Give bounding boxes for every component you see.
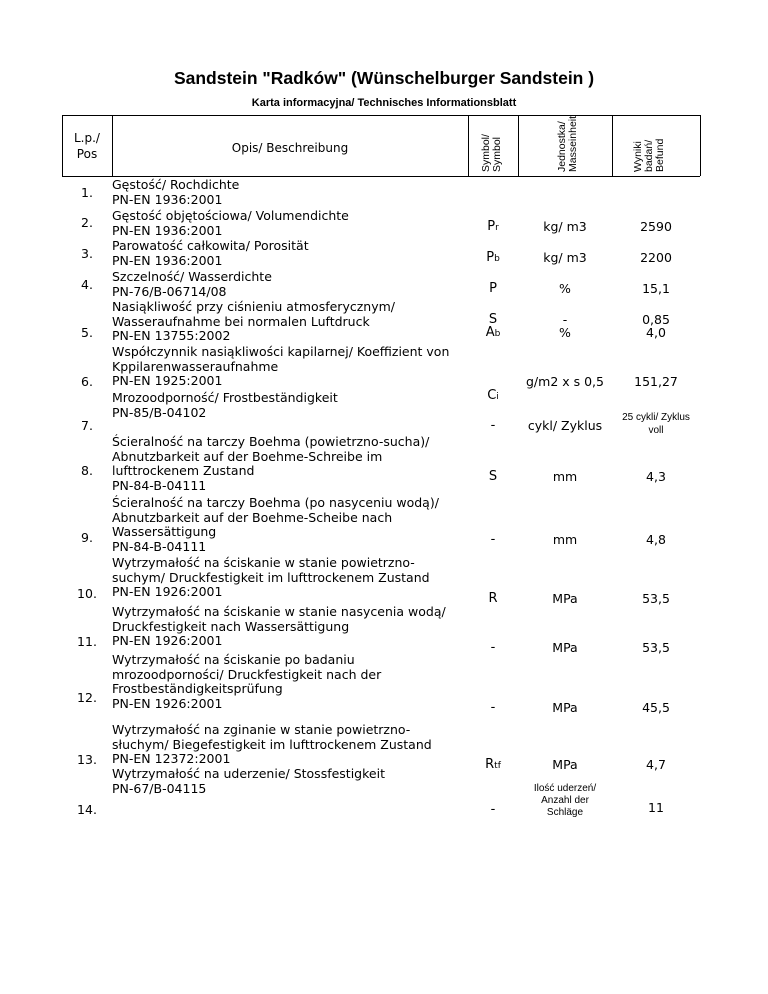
row-number: 7. [81, 418, 93, 433]
row-symbol: S [488, 469, 498, 484]
header-unit [557, 116, 579, 172]
row-number: 4. [81, 277, 93, 292]
description-line: Wytrzymałość na ściskanie w stanie nasycenia wodą/ [112, 604, 446, 619]
row-unit: mm [552, 469, 578, 484]
description-line: PN-EN 1926:2001 [112, 695, 223, 711]
description-line: Ścieralność na tarczy Boehma (powietrzno-sucha)/ [112, 434, 430, 449]
description-line: Frostbeständigkeitsprüfung [112, 681, 283, 697]
row-description [112, 300, 472, 344]
row-symbol: Rtf [485, 757, 501, 772]
symbol-subscript: b [494, 254, 500, 264]
row-description [112, 496, 472, 554]
row-result: 4,3 [646, 469, 666, 484]
row-description [112, 209, 472, 238]
description-line: PN-76/B-06714/08 [112, 283, 227, 299]
row-description [112, 556, 472, 600]
row-result: 4,7 [646, 757, 666, 772]
row-result: 4,8 [646, 532, 666, 547]
row-unit: % [559, 325, 571, 340]
row-symbol: Pb [486, 250, 500, 265]
row-symbol: Pr [487, 219, 499, 234]
row-symbol: P [489, 281, 497, 296]
row-symbol: - [490, 418, 496, 433]
header-description: Opis/ Beschreibung [231, 141, 349, 155]
description-line: Parowatość całkowita/ Porosität [112, 238, 309, 253]
header-result [633, 116, 666, 172]
row-unit: kg/ m3 [543, 250, 587, 265]
row-number: 14. [77, 802, 97, 817]
row-number: 8. [81, 463, 93, 478]
row-unit: cykl/ Zyklus [527, 418, 603, 433]
table-top-border [62, 115, 700, 116]
description-line: Wytrzymałość na ściskanie po badaniu [112, 652, 355, 667]
row-number: 13. [77, 752, 97, 767]
description-line: PN-EN 1936:2001 [112, 252, 223, 268]
row-description [112, 767, 472, 796]
description-line: Wytrzymałość na uderzenie/ Stossfestigkeit [112, 766, 385, 781]
row-number: 3. [81, 246, 93, 261]
description-line: PN-EN 12372:2001 [112, 751, 231, 767]
header-line: Jednostka/ [556, 121, 568, 172]
description-line: Współczynnik nasiąkliwości kapilarnej/ Koeffizient von [112, 344, 450, 359]
row-result: 25 cykli/ Zyklus voll [622, 412, 690, 436]
description-line: Gęstość/ Rochdichte [112, 177, 240, 192]
row-unit: MPa [552, 757, 578, 772]
row-number: 11. [77, 634, 97, 649]
header-pos: L.p./ Pos [74, 131, 100, 161]
description-line: Kppilarenwasseraufnahme [112, 358, 279, 374]
row-unit: MPa [552, 640, 578, 655]
description-line: Mrozoodporność/ Frostbeständigkeit [112, 390, 338, 405]
description-line: słuchym/ Biegefestigkeit im lufttrockenem Zustand [112, 736, 432, 752]
description-line: suchym/ Druckfestigkeit im lufttrockenem Zustand [112, 569, 430, 585]
row-description [112, 345, 472, 389]
header-line: Symbol/ [480, 134, 492, 172]
description-line: PN-85/B-04102 [112, 404, 207, 420]
header-line: badań/ [643, 139, 655, 172]
col-divider [468, 115, 469, 176]
row-symbol: - [490, 640, 496, 655]
description-line: Abnutzbarkeit auf der Boehme-Schreibe im [112, 448, 383, 464]
row-description [112, 391, 472, 420]
row-unit: Ilość uderzeń/ Anzahl der Schläge [533, 783, 597, 818]
description-line: PN-67/B-04115 [112, 780, 207, 796]
row-result: 53,5 [642, 591, 670, 606]
description-line: PN-EN 1936:2001 [112, 222, 223, 238]
row-symbol: - [490, 802, 496, 817]
header-symbol [481, 116, 503, 172]
row-result: 11 [648, 800, 664, 815]
description-line: Wytrzymałość na zginanie w stanie powietrzno- [112, 722, 411, 737]
header-line: Befund [654, 138, 666, 172]
row-number: 12. [77, 690, 97, 705]
row-description [112, 723, 472, 767]
row-unit: % [559, 281, 571, 296]
row-unit: MPa [552, 591, 578, 606]
row-number: 6. [81, 374, 93, 389]
symbol-subscript: r [495, 223, 499, 233]
row-result: 53,5 [642, 640, 670, 655]
page-subtitle: Karta informacyjna/ Technisches Informationsblatt [251, 97, 517, 109]
description-line: Abnutzbarkeit auf der Boehme-Scheibe nach [112, 509, 393, 525]
row-description [112, 435, 472, 493]
row-unit: kg/ m3 [543, 219, 587, 234]
description-line: Wasseraufnahme bei normalen Luftdruck [112, 313, 370, 329]
table-right-border [700, 115, 701, 176]
row-symbol: R [488, 591, 498, 606]
header-line: Masseinheit [567, 115, 579, 172]
row-number: 5. [81, 325, 93, 340]
description-line: mrozoodporności/ Druckfestigkeit nach der [112, 666, 382, 682]
symbol-subscript: tf [494, 761, 501, 771]
row-result: 151,27 [634, 374, 678, 389]
row-number: 1. [81, 185, 93, 200]
row-unit: g/m2 x s 0,5 [526, 374, 604, 389]
col-divider [612, 115, 613, 176]
row-description [112, 239, 472, 268]
row-description [112, 178, 472, 207]
description-line: PN-EN 13755:2002 [112, 328, 231, 344]
col-divider [518, 115, 519, 176]
description-line: Szczelność/ Wasserdichte [112, 269, 272, 284]
row-result: 45,5 [642, 700, 670, 715]
row-symbol: - [490, 700, 496, 715]
description-line: lufttrockenem Zustand [112, 463, 255, 479]
header-line: Wyniki [632, 141, 644, 172]
description-line: Wassersättigung [112, 524, 217, 540]
description-line: Druckfestigkeit nach Wassersättigung [112, 618, 350, 634]
row-symbol: Ab [485, 325, 501, 340]
row-description [112, 653, 472, 711]
row-result: 4,0 [646, 325, 666, 340]
header-line: Symbol [491, 136, 503, 172]
description-line: Nasiąkliwość przy ciśnieniu atmosferycznym/ [112, 299, 395, 314]
row-unit: MPa [552, 700, 578, 715]
row-number: 10. [77, 586, 97, 601]
description-line: PN-EN 1925:2001 [112, 373, 223, 389]
description-line: Gęstość objętościowa/ Volumendichte [112, 208, 349, 223]
row-symbol: S [488, 312, 498, 327]
row-unit: mm [552, 532, 578, 547]
description-line: PN-84-B-04111 [112, 477, 207, 493]
row-description [112, 605, 472, 649]
page-title: Sandstein "Radków" (Wünschelburger Sandstein ) [173, 68, 595, 88]
description-line: PN-EN 1936:2001 [112, 191, 223, 207]
description-line: PN-EN 1926:2001 [112, 633, 223, 649]
row-unit: - [562, 312, 568, 327]
description-line: Wytrzymałość na ściskanie w stanie powietrzno- [112, 555, 415, 570]
description-line: Ścieralność na tarczy Boehma (po nasyceniu wodą)/ [112, 495, 439, 510]
symbol-subscript: b [494, 329, 501, 339]
row-number: 9. [81, 530, 93, 545]
description-line: PN-EN 1926:2001 [112, 584, 223, 600]
row-result: 0,85 [642, 312, 670, 327]
row-description [112, 270, 472, 299]
row-result: 2590 [640, 219, 672, 234]
row-result: 15,1 [642, 281, 670, 296]
row-symbol: Ci [487, 388, 499, 403]
row-symbol: - [490, 532, 496, 547]
row-number: 2. [81, 215, 93, 230]
row-result: 2200 [640, 250, 672, 265]
symbol-subscript: i [496, 392, 499, 402]
description-line: PN-84-B-04111 [112, 538, 207, 554]
